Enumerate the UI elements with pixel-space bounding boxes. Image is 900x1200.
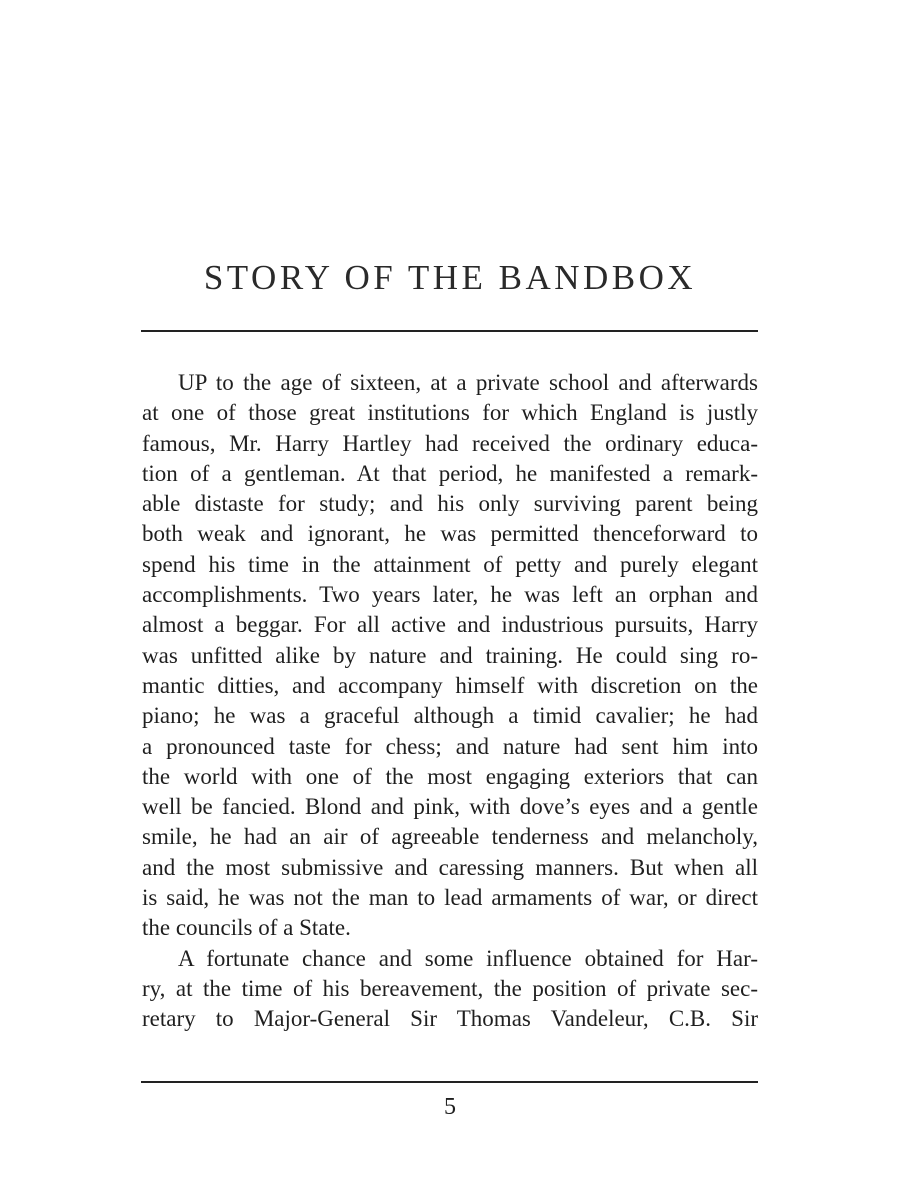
paragraph-2 [142, 944, 758, 1035]
text-line: famous, Mr. Harry Hartley had received the ordinary educa- [142, 430, 758, 456]
footer-rule [141, 1081, 758, 1083]
text-line: mantic ditties, and accompany himself with discretion on the [142, 672, 758, 698]
page-number: 5 [444, 1094, 456, 1120]
text-line: ry, at the time of his bereavement, the position of private sec- [142, 975, 758, 1001]
text-line: the world with one of the most engaging exteriors that can [142, 763, 758, 789]
header-rule [141, 330, 758, 332]
text-line: almost a beggar. For all active and industrious pursuits, Harry [142, 612, 758, 638]
text-line: is said, he was not the man to lead armaments of war, or direct [142, 885, 758, 911]
text-line: accomplishments. Two years later, he was left an orphan and [142, 582, 758, 608]
text-line: spend his time in the attainment of petty and purely elegant [142, 551, 758, 577]
text-line: was unfitted alike by nature and training. He could sing ro- [142, 642, 758, 668]
body-text [142, 368, 758, 1035]
text-line: and the most submissive and caressing manners. But when all [142, 854, 758, 880]
text-line: the councils of a State. [142, 915, 351, 941]
text-line: tion of a gentleman. At that period, he manifested a remark- [142, 460, 758, 486]
text-line: able distaste for study; and his only surviving parent being [142, 491, 758, 517]
chapter-title: STORY OF THE BANDBOX [203, 258, 697, 297]
text-line: at one of those great institutions for which England is justly [142, 400, 758, 426]
text-line: well be fancied. Blond and pink, with dove’s eyes and a gentle [142, 794, 758, 820]
text-line: a pronounced taste for chess; and nature had sent him into [142, 733, 758, 759]
text-line: A fortunate chance and some influence obtained for Har- [178, 945, 758, 971]
text-line: smile, he had an air of agreeable tenderness and melancholy, [142, 824, 758, 850]
text-line: both weak and ignorant, he was permitted thenceforward to [142, 521, 758, 547]
text-line: retary to Major-General Sir Thomas Vandeleur, C.B. Sir [142, 1006, 758, 1032]
text-line: UP to the age of sixteen, at a private school and afterwards [178, 370, 758, 395]
paragraph-1 [142, 368, 758, 944]
text-line: piano; he was a graceful although a timid cavalier; he had [142, 703, 758, 729]
